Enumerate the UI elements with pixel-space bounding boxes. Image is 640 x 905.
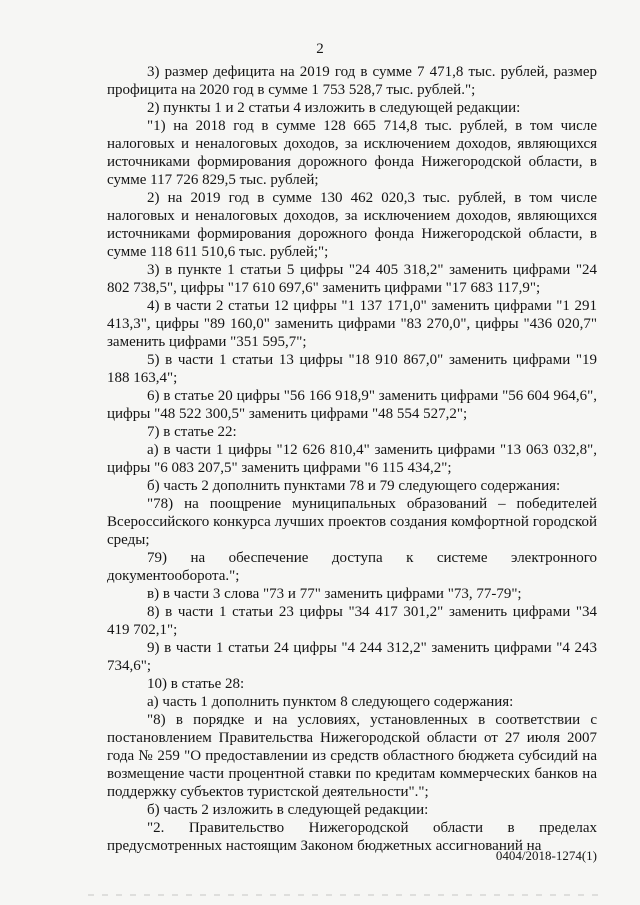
paragraph: 3) размер дефицита на 2019 год в сумме 7 471,8 тыс. рублей, размер профицита на 2020 год в сумме 1 753 528,7 тыс. рублей."; [107, 64, 597, 98]
document-code: 0404/2018-1274(1) [495, 848, 597, 863]
paragraph: 9) в части 1 статьи 24 цифры "4 244 312,2" заменить цифрами "4 243 734,6"; [107, 640, 597, 674]
scan-edge-artifact [88, 894, 600, 896]
paragraph: а) часть 1 дополнить пунктом 8 следующего содержания: [147, 694, 514, 710]
paragraph: 6) в статье 20 цифры "56 166 918,9" заменить цифрами "56 604 964,6", цифры "48 522 300,5" заменить цифрами "48 554 527,2"; [107, 388, 597, 422]
paragraph: 8) в части 1 статьи 23 цифры "34 417 301,2" заменить цифрами "34 419 702,1"; [107, 604, 597, 638]
paragraph: 79) на обеспечение доступа к системе электронного документооборота."; [107, 550, 597, 584]
paragraph: б) часть 2 дополнить пунктами 78 и 79 следующего содержания: [147, 478, 561, 494]
paragraph: "1) на 2018 год в сумме 128 665 714,8 тыс. рублей, в том числе налоговых и неналоговых доходов, за исключением доходов, являющихся источниками формирования дорожного фонда Нижегородской области, в сумме 117 726 829,5 тыс. рублей; [107, 118, 597, 188]
paragraph: "2. Правительство Нижегородской области в пределах предусмотренных настоящим Законом бюджетных ассигнований на [107, 820, 597, 854]
paragraph: 2) пункты 1 и 2 статьи 4 изложить в следующей редакции: [147, 100, 521, 116]
paragraph: "78) на поощрение муниципальных образований – победителей Всероссийского конкурса лучших проектов создания комфортной городской среды; [107, 496, 597, 548]
paragraph: а) в части 1 цифры "12 626 810,4" заменить цифрами "13 063 032,8", цифры "6 083 207,5" заменить цифрами "6 115 434,2"; [107, 442, 597, 476]
paragraph: 5) в части 1 статьи 13 цифры "18 910 867,0" заменить цифрами "19 188 163,4"; [107, 352, 597, 386]
paragraph: 3) в пункте 1 статьи 5 цифры "24 405 318,2" заменить цифрами "24 802 738,5", цифры "17 610 697,6" заменить цифрами "17 683 117,9"; [107, 262, 597, 296]
paragraph: 4) в части 2 статьи 12 цифры "1 137 171,0" заменить цифрами "1 291 413,3", цифры "89 160,0" заменить цифрами "83 270,0", цифры "436 020,7" заменить цифрами "351 595,7"; [107, 298, 597, 350]
paragraph: 2) на 2019 год в сумме 130 462 020,3 тыс. рублей, в том числе налоговых и неналоговых доходов, за исключением доходов, являющихся источниками формирования дорожного фонда Нижегородской области, в сумме 118 611 510,6 тыс. рублей;"; [107, 190, 597, 260]
document-body [107, 63, 597, 855]
paragraph: в) в части 3 слова "73 и 77" заменить цифрами "73, 77-79"; [147, 586, 522, 602]
page-number: 2 [316, 41, 324, 57]
paragraph: 7) в статье 22: [147, 424, 237, 440]
paragraph: б) часть 2 изложить в следующей редакции: [147, 802, 429, 818]
paragraph: 10) в статье 28: [147, 676, 245, 692]
paragraph: "8) в порядке и на условиях, установленных в соответствии с постановлением Правительства Нижегородской области от 27 июля 2007 года № 259 "О предоставлении из средств областного бюджета субсидий на возмещение части процентной ставки по кредитам коммерческих банков на поддержку субъектов туристской деятельности"."; [107, 712, 597, 800]
